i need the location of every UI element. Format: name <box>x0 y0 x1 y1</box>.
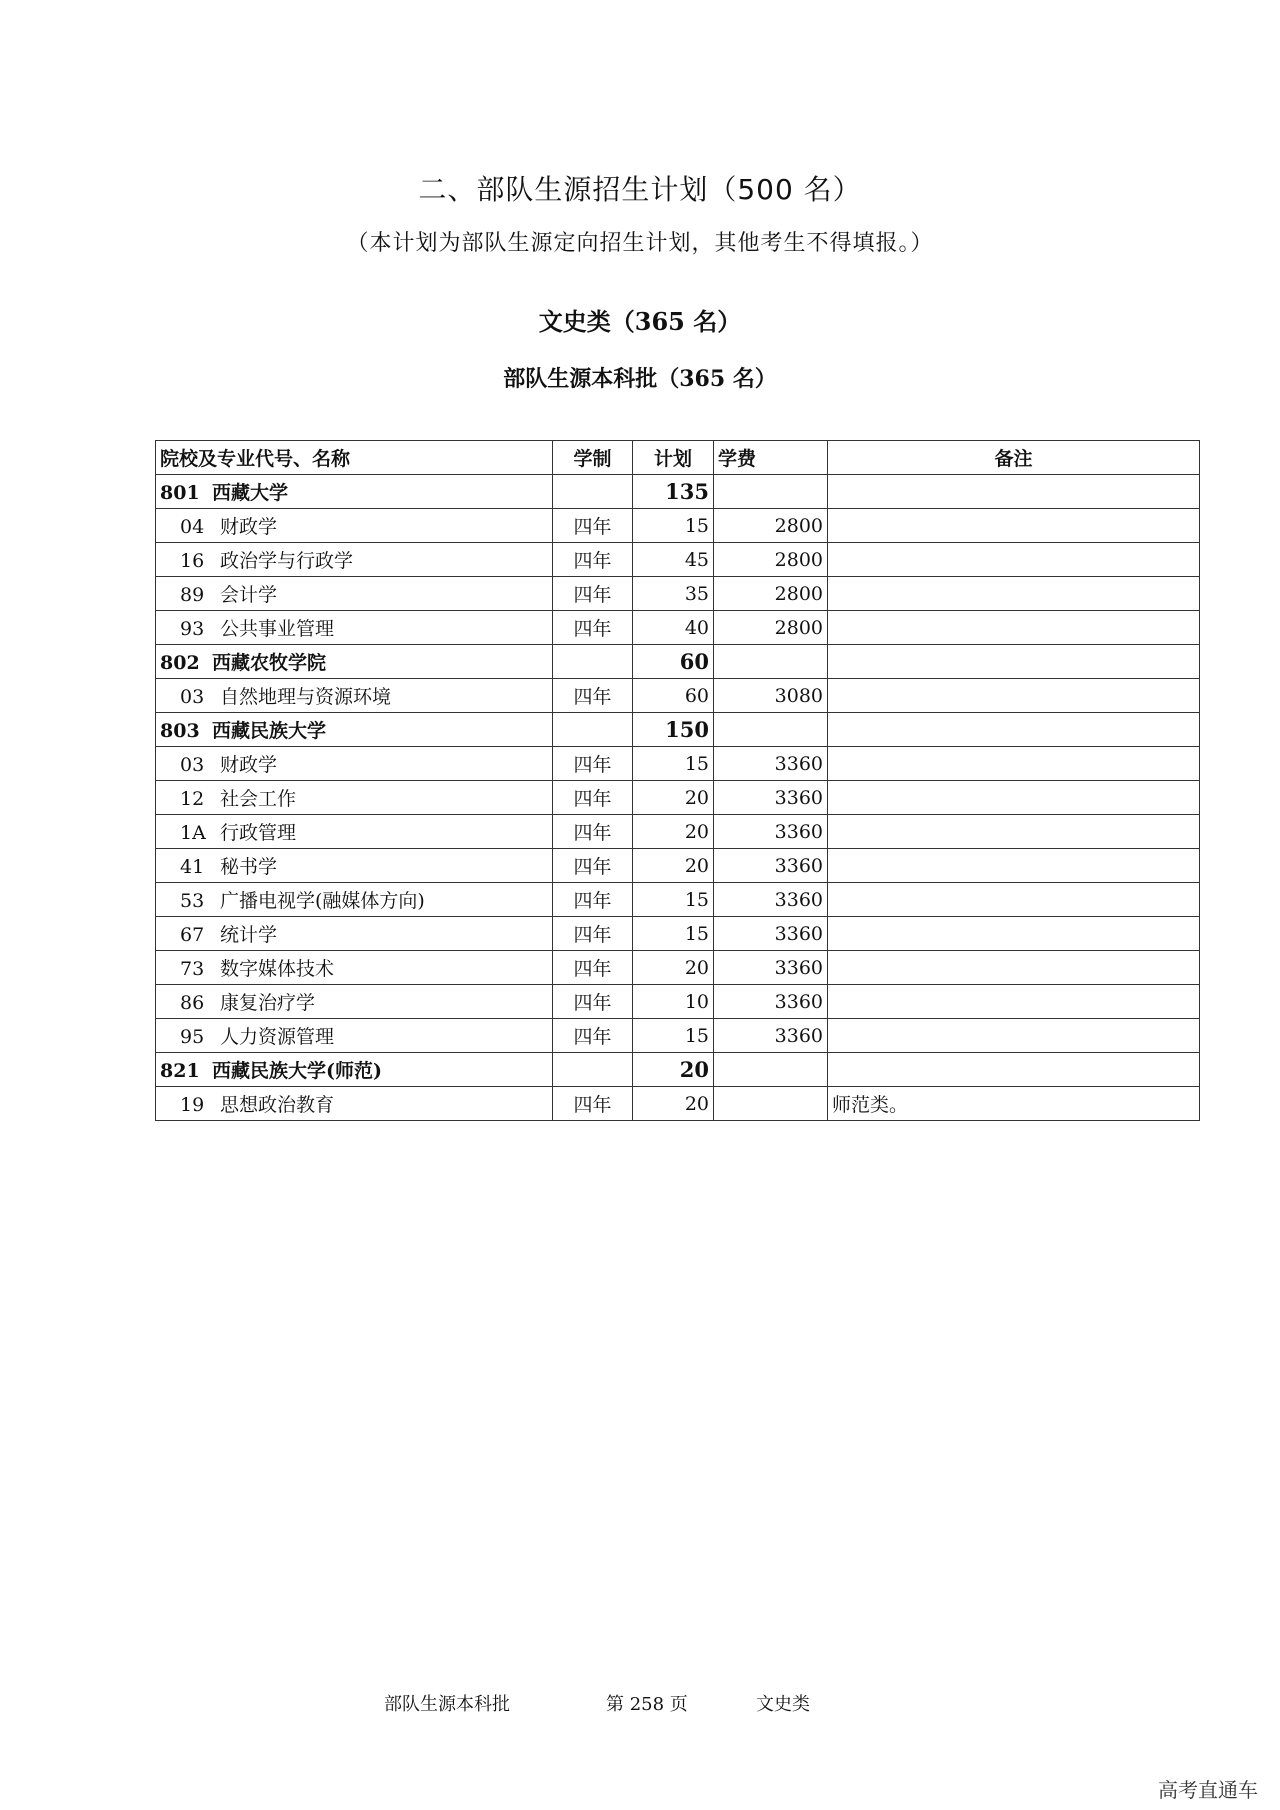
table-body <box>156 475 1200 1121</box>
plan-cell: 60 <box>633 679 714 713</box>
fee-cell <box>714 645 828 679</box>
major-name: 政治学与行政学 <box>220 550 354 572</box>
footer-category: 文史类 <box>756 1694 810 1715</box>
school-code: 801 <box>160 482 200 504</box>
major-row <box>156 849 1200 883</box>
major-row <box>156 883 1200 917</box>
note-cell <box>828 645 1200 679</box>
note-cell <box>828 611 1200 645</box>
name-cell <box>156 509 553 543</box>
major-name: 自然地理与资源环境 <box>220 686 392 708</box>
note-cell <box>828 475 1200 509</box>
school-code: 802 <box>160 652 200 674</box>
plan-cell: 60 <box>633 645 714 679</box>
note-cell <box>828 815 1200 849</box>
major-code: 89 <box>180 584 205 606</box>
system-cell: 四年 <box>553 951 633 985</box>
batch-heading: 部队生源本科批（365 名） <box>503 366 777 392</box>
major-row <box>156 577 1200 611</box>
name-cell <box>156 543 553 577</box>
watermark: 高考直通车 <box>1158 1778 1258 1802</box>
major-code: 1A <box>180 822 206 844</box>
note-cell: 师范类。 <box>828 1087 1200 1121</box>
major-name: 财政学 <box>220 754 278 776</box>
name-cell <box>156 1053 553 1087</box>
major-code: 95 <box>180 1026 205 1048</box>
school-name: 西藏农牧学院 <box>212 652 327 674</box>
note-cell <box>828 679 1200 713</box>
major-row <box>156 815 1200 849</box>
major-name: 会计学 <box>220 584 278 606</box>
note-cell <box>828 849 1200 883</box>
name-cell <box>156 475 553 509</box>
fee-cell: 3360 <box>714 815 828 849</box>
major-row <box>156 1087 1200 1121</box>
system-cell <box>553 713 633 747</box>
system-cell: 四年 <box>553 747 633 781</box>
major-row <box>156 781 1200 815</box>
system-cell: 四年 <box>553 849 633 883</box>
name-cell <box>156 1019 553 1053</box>
school-code: 821 <box>160 1060 200 1082</box>
note-cell <box>828 577 1200 611</box>
header-fee: 学费 <box>714 441 828 475</box>
plan-cell: 20 <box>633 781 714 815</box>
fee-cell: 2800 <box>714 611 828 645</box>
note-cell <box>828 713 1200 747</box>
plan-cell: 40 <box>633 611 714 645</box>
name-cell <box>156 815 553 849</box>
note-cell <box>828 747 1200 781</box>
name-cell <box>156 917 553 951</box>
school-code: 803 <box>160 720 200 742</box>
plan-cell: 20 <box>633 951 714 985</box>
name-cell <box>156 883 553 917</box>
name-cell <box>156 713 553 747</box>
major-row <box>156 1019 1200 1053</box>
note-cell <box>828 951 1200 985</box>
school-row <box>156 645 1200 679</box>
plan-cell: 135 <box>633 475 714 509</box>
name-cell <box>156 747 553 781</box>
system-cell: 四年 <box>553 1019 633 1053</box>
footer-page-number: 第 258 页 <box>606 1694 688 1715</box>
system-cell: 四年 <box>553 985 633 1019</box>
plan-cell: 20 <box>633 1087 714 1121</box>
plan-cell: 10 <box>633 985 714 1019</box>
major-code: 41 <box>180 856 205 878</box>
page-title: 二、部队生源招生计划（500 名） <box>418 173 862 206</box>
note-cell <box>828 1053 1200 1087</box>
fee-cell: 2800 <box>714 577 828 611</box>
note-cell <box>828 509 1200 543</box>
fee-cell: 3360 <box>714 985 828 1019</box>
system-cell: 四年 <box>553 679 633 713</box>
school-name: 西藏民族大学(师范) <box>212 1060 382 1082</box>
plan-cell: 15 <box>633 509 714 543</box>
plan-cell: 20 <box>633 815 714 849</box>
major-name: 康复治疗学 <box>220 992 316 1014</box>
name-cell <box>156 577 553 611</box>
major-name: 社会工作 <box>220 788 297 810</box>
header-plan: 计划 <box>633 441 714 475</box>
major-code: 16 <box>180 550 205 572</box>
major-row <box>156 747 1200 781</box>
note-cell <box>828 985 1200 1019</box>
system-cell: 四年 <box>553 1087 633 1121</box>
major-row <box>156 543 1200 577</box>
major-name: 广播电视学(融媒体方向) <box>220 890 425 912</box>
school-row <box>156 475 1200 509</box>
name-cell <box>156 781 553 815</box>
major-row <box>156 985 1200 1019</box>
fee-cell: 3360 <box>714 917 828 951</box>
plan-cell: 20 <box>633 1053 714 1087</box>
system-cell: 四年 <box>553 815 633 849</box>
plan-cell: 35 <box>633 577 714 611</box>
major-row <box>156 917 1200 951</box>
name-cell <box>156 849 553 883</box>
system-cell: 四年 <box>553 543 633 577</box>
header-note: 备注 <box>828 441 1200 475</box>
category-heading: 文史类（365 名） <box>538 307 742 336</box>
fee-cell <box>714 1053 828 1087</box>
name-cell <box>156 1087 553 1121</box>
fee-cell: 3360 <box>714 951 828 985</box>
system-cell <box>553 645 633 679</box>
fee-cell: 2800 <box>714 543 828 577</box>
school-row <box>156 713 1200 747</box>
major-code: 03 <box>180 686 205 708</box>
system-cell: 四年 <box>553 509 633 543</box>
name-cell <box>156 951 553 985</box>
system-cell: 四年 <box>553 917 633 951</box>
plan-cell: 15 <box>633 883 714 917</box>
major-row <box>156 679 1200 713</box>
major-row <box>156 611 1200 645</box>
plan-cell: 15 <box>633 1019 714 1053</box>
name-cell <box>156 611 553 645</box>
system-cell <box>553 475 633 509</box>
major-code: 73 <box>180 958 205 980</box>
school-name: 西藏大学 <box>212 482 289 504</box>
note-cell <box>828 883 1200 917</box>
system-cell: 四年 <box>553 611 633 645</box>
header-name: 院校及专业代号、名称 <box>156 441 553 475</box>
name-cell <box>156 985 553 1019</box>
table-header-row <box>156 441 1200 475</box>
system-cell: 四年 <box>553 781 633 815</box>
fee-cell: 3360 <box>714 747 828 781</box>
plan-cell: 45 <box>633 543 714 577</box>
plan-cell: 15 <box>633 917 714 951</box>
footer-batch: 部队生源本科批 <box>384 1694 510 1715</box>
header-system: 学制 <box>553 441 633 475</box>
plan-cell: 150 <box>633 713 714 747</box>
major-name: 数字媒体技术 <box>220 958 335 980</box>
major-name: 人力资源管理 <box>220 1026 335 1048</box>
note-cell <box>828 1019 1200 1053</box>
fee-cell: 3360 <box>714 849 828 883</box>
fee-cell: 3360 <box>714 883 828 917</box>
major-name: 思想政治教育 <box>220 1094 335 1116</box>
major-code: 19 <box>180 1094 205 1116</box>
system-cell: 四年 <box>553 577 633 611</box>
fee-cell <box>714 713 828 747</box>
major-code: 12 <box>180 788 205 810</box>
school-name: 西藏民族大学 <box>212 720 327 742</box>
page-subtitle: （本计划为部队生源定向招生计划，其他考生不得填报。） <box>346 231 934 256</box>
major-code: 86 <box>180 992 205 1014</box>
major-name: 财政学 <box>220 516 278 538</box>
name-cell <box>156 679 553 713</box>
plan-cell: 15 <box>633 747 714 781</box>
major-code: 53 <box>180 890 205 912</box>
plan-cell: 20 <box>633 849 714 883</box>
fee-cell <box>714 475 828 509</box>
note-cell <box>828 543 1200 577</box>
system-cell <box>553 1053 633 1087</box>
note-cell <box>828 781 1200 815</box>
major-name: 行政管理 <box>220 822 297 844</box>
major-code: 93 <box>180 618 205 640</box>
name-cell <box>156 645 553 679</box>
fee-cell <box>714 1087 828 1121</box>
fee-cell: 3360 <box>714 1019 828 1053</box>
major-name: 公共事业管理 <box>220 618 335 640</box>
system-cell: 四年 <box>553 883 633 917</box>
major-code: 03 <box>180 754 205 776</box>
school-row <box>156 1053 1200 1087</box>
note-cell <box>828 917 1200 951</box>
major-name: 统计学 <box>220 924 278 946</box>
major-code: 67 <box>180 924 205 946</box>
major-code: 04 <box>180 516 205 538</box>
fee-cell: 2800 <box>714 509 828 543</box>
fee-cell: 3080 <box>714 679 828 713</box>
fee-cell: 3360 <box>714 781 828 815</box>
enrollment-plan-table <box>155 440 1200 1121</box>
major-row <box>156 509 1200 543</box>
major-name: 秘书学 <box>220 856 278 878</box>
major-row <box>156 951 1200 985</box>
